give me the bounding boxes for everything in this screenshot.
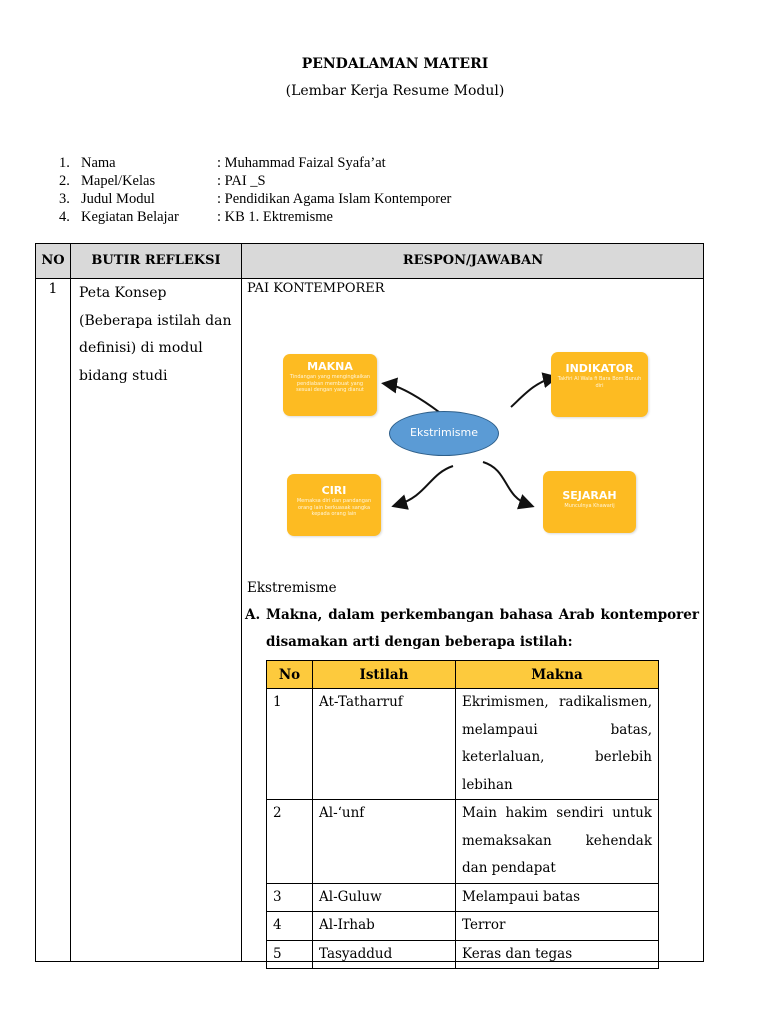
terms-table	[266, 660, 659, 969]
concept-map	[241, 344, 701, 544]
info-value: : PAI _S	[217, 173, 266, 189]
term-no: 4	[267, 912, 313, 941]
term-istilah: Al-‘unf	[313, 800, 456, 884]
identity-list	[59, 154, 451, 226]
node-indikator	[551, 352, 648, 417]
arrow-to-indikator	[511, 378, 553, 407]
table-row	[267, 800, 659, 884]
term-makna: Melampaui batas	[456, 883, 659, 912]
info-row-name	[59, 154, 451, 172]
term-istilah: Al-Irhab	[313, 912, 456, 941]
info-label: Nama	[81, 155, 116, 171]
node-ciri-text: Memaksa diri dan pandangan orang lain berkuasak sangka kepada orang lain	[296, 498, 372, 517]
info-number: 4.	[59, 209, 70, 225]
info-label: Kegiatan Belajar	[81, 209, 179, 225]
column-divider	[70, 244, 71, 961]
node-makna	[283, 354, 377, 416]
node-makna-text: Tindangan yang mengingkaikan pendiaban membuat yang sesuai dengan yang dianut	[289, 374, 371, 393]
node-sejarah-title: SEJARAH	[562, 489, 617, 502]
term-no: 1	[267, 689, 313, 800]
info-row-class	[59, 172, 451, 190]
reflection-table	[35, 243, 704, 962]
node-makna-title: MAKNA	[307, 360, 353, 373]
response-label: PAI KONTEMPORER	[247, 281, 385, 296]
term-makna: Main hakim sendiri untuk memaksakan kehendak dan pendapat	[456, 800, 659, 884]
node-sejarah	[543, 471, 636, 533]
table-row	[267, 940, 659, 969]
sub-heading: Ekstremisme	[247, 580, 337, 596]
table-row	[267, 883, 659, 912]
term-no: 5	[267, 940, 313, 969]
node-sejarah-text: Munculnya Khawarij	[564, 503, 615, 509]
term-no: 2	[267, 800, 313, 884]
term-makna: Terror	[456, 912, 659, 941]
term-no: 3	[267, 883, 313, 912]
section-a	[245, 602, 699, 656]
node-indikator-title: INDIKATOR	[565, 362, 634, 375]
info-number: 2.	[59, 173, 70, 189]
section-a-letter: A.	[245, 607, 261, 623]
header-respon: RESPON/JAWABAN	[402, 253, 544, 268]
butir-refleksi-text: Peta Konsep (Beberapa istilah dan definisi) di modul bidang studi	[79, 285, 232, 384]
term-istilah: Al-Guluw	[313, 883, 456, 912]
info-value: : Pendidikan Agama Islam Kontemporer	[217, 191, 452, 207]
node-indikator-text: Takfiri Al Wala fi Bara Bom Bunuh diri	[557, 376, 642, 389]
terms-header-makna: Makna	[456, 661, 659, 689]
term-istilah: Tasyaddud	[313, 940, 456, 969]
terms-table-header	[267, 661, 659, 689]
table-row	[267, 912, 659, 941]
info-label: Mapel/Kelas	[81, 173, 156, 189]
info-value: : Muhammad Faizal Syafa’at	[217, 155, 386, 171]
node-center: Ekstrimisme	[389, 411, 499, 456]
arrow-to-makna	[387, 384, 439, 412]
document-title: PENDALAMAN MATERI	[301, 56, 489, 72]
arrow-to-sejarah	[483, 462, 529, 505]
info-label: Judul Modul	[81, 191, 155, 207]
term-makna: Keras dan tegas	[456, 940, 659, 969]
info-number: 1.	[59, 155, 70, 171]
section-a-text: Makna, dalam perkembangan bahasa Arab kontemporer disamakan arti dengan beberapa istilah:	[266, 607, 699, 650]
terms-header-istilah: Istilah	[313, 661, 456, 689]
table-header	[36, 244, 703, 279]
arrow-to-ciri	[397, 466, 453, 505]
row-number: 1	[48, 281, 58, 297]
header-butir: BUTIR REFLEKSI	[91, 253, 221, 268]
node-ciri	[287, 474, 381, 536]
term-makna: Ekrimismen, radikalismen, melampaui batas, keterlaluan, berlebih lebihan	[456, 689, 659, 800]
terms-header-no: No	[267, 661, 313, 689]
table-row	[267, 689, 659, 800]
info-row-module	[59, 190, 451, 208]
info-value: : KB 1. Ektremisme	[217, 209, 333, 225]
header-no: NO	[41, 253, 65, 268]
info-row-activity	[59, 208, 451, 226]
term-istilah: At-Tatharruf	[313, 689, 456, 800]
info-number: 3.	[59, 191, 70, 207]
document-subtitle: (Lembar Kerja Resume Modul)	[285, 83, 505, 99]
node-ciri-title: CIRI	[321, 484, 347, 497]
